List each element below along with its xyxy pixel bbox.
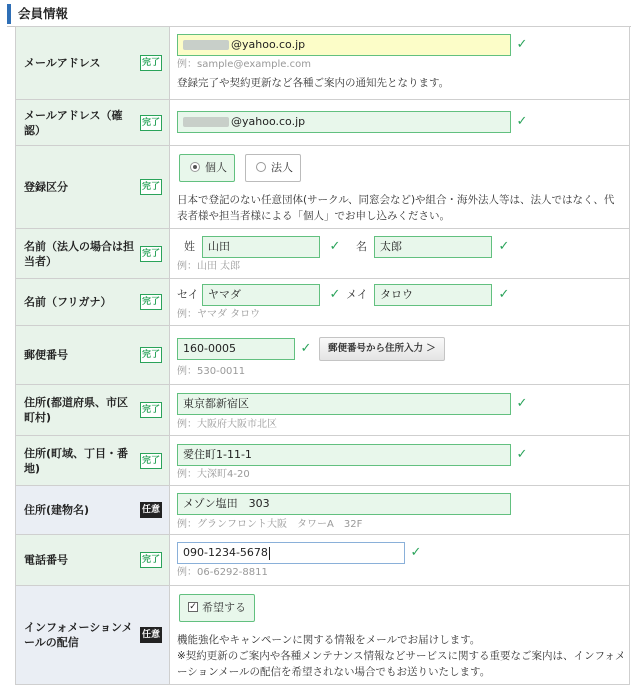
registration-type-label: 登録区分 bbox=[24, 180, 68, 194]
row-address3 bbox=[15, 486, 630, 535]
optional-badge: 任意 bbox=[140, 627, 162, 643]
newsletter-checkbox[interactable]: ✓ 希望する bbox=[179, 594, 255, 622]
row-newsletter bbox=[15, 586, 630, 685]
row-email bbox=[15, 27, 630, 100]
required-badge: 完了 bbox=[140, 115, 162, 131]
check-icon: ✓ bbox=[516, 37, 528, 52]
required-badge: 完了 bbox=[140, 294, 162, 310]
last-name-input[interactable]: 山田 bbox=[202, 236, 320, 258]
check-icon: ✓ bbox=[329, 239, 341, 254]
phone-input[interactable]: 090-1234-5678 bbox=[177, 542, 405, 564]
text-caret bbox=[269, 547, 270, 560]
last-kana-label: セイ bbox=[177, 288, 199, 301]
required-badge: 完了 bbox=[140, 347, 162, 363]
row-address2 bbox=[15, 436, 630, 486]
check-icon: ✓ bbox=[329, 287, 341, 302]
check-icon: ✓ bbox=[498, 287, 510, 302]
first-name-input[interactable]: 太郎 bbox=[374, 236, 492, 258]
address1-input[interactable]: 東京都新宿区 bbox=[177, 393, 511, 415]
last-name-label: 姓 bbox=[184, 240, 195, 253]
address3-input[interactable]: メゾン塩田 303 bbox=[177, 493, 511, 515]
radio-corporation[interactable]: 法人 bbox=[245, 154, 301, 182]
member-info-form bbox=[15, 26, 630, 685]
postal-label: 郵便番号 bbox=[24, 348, 68, 362]
row-registration-type bbox=[15, 146, 630, 229]
name-example: 例：山田 太郎 bbox=[177, 261, 241, 272]
first-kana-input[interactable]: タロウ bbox=[374, 284, 492, 306]
address2-example: 例：大深町4-20 bbox=[177, 469, 250, 480]
required-badge: 完了 bbox=[140, 246, 162, 262]
registration-type-note: 日本で登記のない任意団体(サークル、同窓会など)や組合・海外法人等は、法人ではなく、代表者様や担当者様による「個人」でお申し込みください。 bbox=[177, 194, 615, 222]
row-name bbox=[15, 229, 630, 279]
row-phone bbox=[15, 535, 630, 586]
phone-label: 電話番号 bbox=[24, 553, 68, 567]
newsletter-note: 機能強化やキャンペーンに関する情報をメールでお届けします。 bbox=[177, 634, 481, 646]
check-icon: ✓ bbox=[516, 396, 528, 411]
address3-label: 住所(建物名) bbox=[24, 503, 90, 517]
email-label: メールアドレス bbox=[24, 56, 101, 70]
row-kana bbox=[15, 279, 630, 326]
address1-example: 例：大阪府大阪市北区 bbox=[177, 419, 277, 430]
required-badge: 完了 bbox=[140, 552, 162, 568]
radio-empty-icon bbox=[256, 162, 266, 172]
last-kana-input[interactable]: ヤマダ bbox=[202, 284, 320, 306]
check-icon: ✓ bbox=[516, 114, 528, 129]
required-badge: 完了 bbox=[140, 402, 162, 418]
check-icon: ✓ bbox=[516, 447, 528, 462]
email-confirm-label: メールアドレス（確認） bbox=[24, 108, 123, 137]
newsletter-note-important: ※契約更新のご案内や各種メンテナンス情報などサービスに関する重要なご案内は、インフォメーションメールの配信を希望されない場合でもお送りいたします。 bbox=[177, 650, 626, 678]
email-confirm-input[interactable]: @yahoo.co.jp bbox=[177, 111, 511, 133]
page-title: 会員情報 bbox=[7, 4, 68, 24]
kana-example: 例：ヤマダ タロウ bbox=[177, 309, 261, 320]
phone-example: 例：06-6292-8811 bbox=[177, 567, 268, 578]
required-badge: 完了 bbox=[140, 179, 162, 195]
address1-label: 住所(都道府県、市区町村) bbox=[24, 396, 129, 424]
address2-label: 住所(町域、丁目・番地) bbox=[24, 446, 129, 475]
first-kana-label: メイ bbox=[346, 288, 368, 301]
postal-example: 例：530-0011 bbox=[177, 366, 246, 377]
checkbox-checked-icon: ✓ bbox=[189, 602, 197, 612]
radio-individual[interactable]: 個人 bbox=[179, 154, 235, 182]
row-email-confirm bbox=[15, 100, 630, 146]
email-example: 例：sample@example.com bbox=[177, 59, 311, 70]
kana-label: 名前（フリガナ） bbox=[24, 295, 112, 309]
required-badge: 完了 bbox=[140, 453, 162, 469]
radio-selected-icon bbox=[190, 162, 200, 172]
check-icon: ✓ bbox=[300, 341, 312, 356]
redacted-text bbox=[183, 117, 229, 127]
address2-input[interactable]: 愛住町1-11-1 bbox=[177, 444, 511, 466]
newsletter-label: インフォメーションメールの配信 bbox=[24, 621, 133, 649]
postal-input[interactable]: 160-0005 bbox=[177, 338, 295, 360]
email-input[interactable]: @yahoo.co.jp bbox=[177, 34, 511, 56]
optional-badge: 任意 bbox=[140, 502, 162, 518]
check-icon: ✓ bbox=[498, 239, 510, 254]
name-label: 名前（法人の場合は担当者） bbox=[24, 239, 134, 268]
email-note: 登録完了や契約更新など各種ご案内の通知先となります。 bbox=[177, 77, 450, 89]
redacted-text bbox=[183, 40, 229, 50]
address-lookup-button[interactable]: 郵便番号から住所入力 ＞ bbox=[319, 337, 445, 361]
first-name-label: 名 bbox=[356, 240, 367, 253]
address3-example: 例：グランフロント大阪 タワーA 32F bbox=[177, 519, 363, 530]
required-badge: 完了 bbox=[140, 55, 162, 71]
row-postal bbox=[15, 326, 630, 385]
row-address1 bbox=[15, 385, 630, 436]
check-icon: ✓ bbox=[410, 545, 422, 560]
